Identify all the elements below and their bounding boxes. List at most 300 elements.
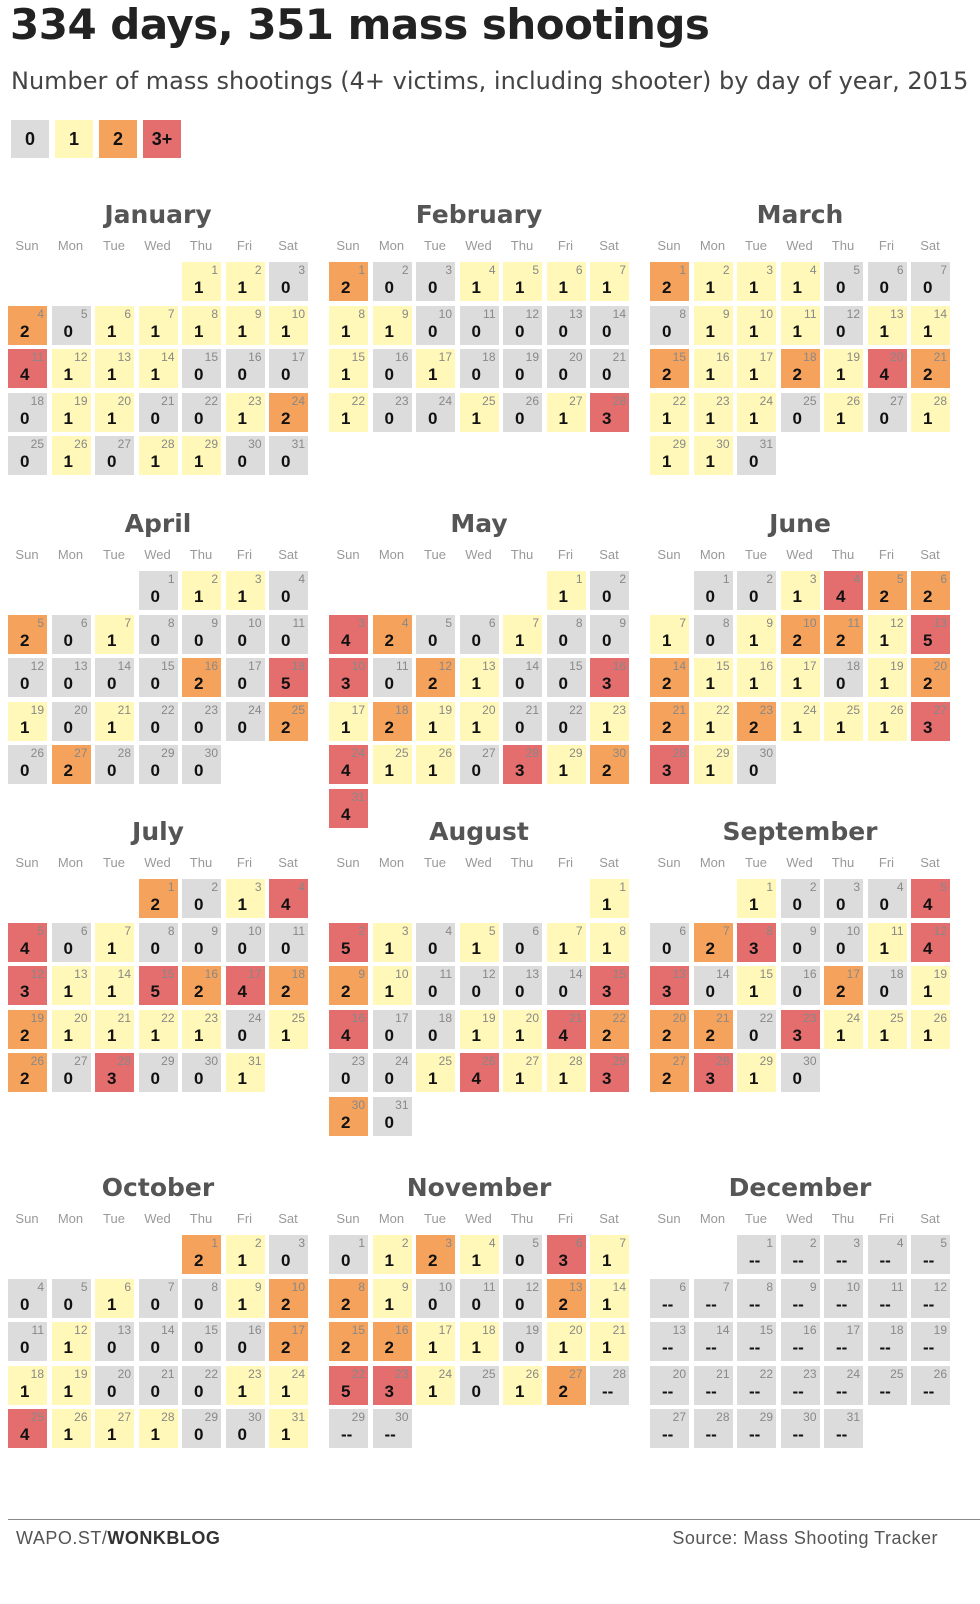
shooting-count: 0 xyxy=(471,761,481,780)
weekday-label: Fri xyxy=(236,547,253,562)
day-number: 29 xyxy=(672,437,686,451)
shooting-count: 1 xyxy=(341,408,351,428)
day-cell xyxy=(139,1366,178,1405)
day-cell xyxy=(694,966,733,1005)
legend xyxy=(11,120,181,158)
day-number: 20 xyxy=(525,1010,539,1025)
day-number: 30 xyxy=(204,746,218,760)
shooting-count: 1 xyxy=(705,674,715,693)
shooting-count: 0 xyxy=(384,365,394,384)
day-cell xyxy=(329,306,368,345)
shooting-count: 4 xyxy=(471,1069,481,1088)
day-number: 16 xyxy=(248,350,262,364)
shooting-count: -- xyxy=(792,1338,804,1357)
shooting-count: 0 xyxy=(471,630,481,650)
weekday-label: Fri xyxy=(878,1211,895,1226)
day-cell xyxy=(460,658,499,697)
day-cell xyxy=(226,1010,265,1049)
day-number: 8 xyxy=(619,923,626,938)
shooting-count: 0 xyxy=(237,717,247,737)
shooting-count: 0 xyxy=(471,1294,481,1314)
shooting-count: 1 xyxy=(63,1425,73,1444)
day-cell xyxy=(460,1279,499,1318)
footer-divider xyxy=(8,1519,980,1520)
shooting-count: -- xyxy=(792,1251,804,1270)
day-cell xyxy=(329,262,368,301)
shooting-count: 0 xyxy=(515,982,525,1001)
shooting-count: 0 xyxy=(194,1069,204,1088)
shooting-count: 0 xyxy=(558,674,568,693)
day-number: 15 xyxy=(204,1323,218,1337)
shooting-count: -- xyxy=(662,1425,674,1444)
shooting-count: 2 xyxy=(662,717,672,737)
day-cell xyxy=(139,923,178,962)
day-cell xyxy=(547,615,586,654)
day-number: 13 xyxy=(890,306,904,321)
shooting-count: -- xyxy=(792,1294,804,1314)
weekday-label: Thu xyxy=(189,1211,213,1226)
shooting-count: 1 xyxy=(602,1338,612,1357)
shooting-count: 0 xyxy=(602,587,612,606)
day-cell xyxy=(824,702,863,741)
source-note: Source: Mass Shooting Tracker xyxy=(672,1528,938,1548)
day-cell xyxy=(547,1279,586,1318)
shooting-count: 2 xyxy=(662,1025,672,1045)
shooting-count: 1 xyxy=(63,452,73,471)
day-cell xyxy=(590,966,629,1005)
day-number: 8 xyxy=(766,923,773,938)
shooting-count: 1 xyxy=(150,1425,160,1444)
day-number: 25 xyxy=(803,393,817,408)
day-number: 23 xyxy=(612,702,626,717)
weekday-label: Fri xyxy=(236,238,253,253)
weekday-label: Sat xyxy=(599,547,619,562)
day-cell xyxy=(694,615,733,654)
shooting-count: 0 xyxy=(150,630,160,650)
shooting-count: 1 xyxy=(428,717,438,737)
day-cell xyxy=(737,1366,776,1405)
day-number: 23 xyxy=(759,702,773,717)
day-number: 30 xyxy=(803,1410,817,1424)
day-cell xyxy=(590,879,629,918)
day-number: 3 xyxy=(853,1236,860,1250)
shooting-count: 4 xyxy=(281,895,291,914)
day-cell xyxy=(373,262,412,301)
weekday-label: Wed xyxy=(144,238,171,253)
day-cell xyxy=(182,262,221,301)
day-number: 13 xyxy=(672,1323,686,1337)
day-number: 27 xyxy=(672,1410,686,1424)
day-cell xyxy=(824,571,863,610)
shooting-count: 1 xyxy=(705,761,715,780)
day-cell xyxy=(460,349,499,388)
day-cell xyxy=(650,1010,689,1049)
shooting-count: 0 xyxy=(20,1294,30,1314)
day-cell xyxy=(226,1366,265,1405)
day-cell xyxy=(460,615,499,654)
day-number: 12 xyxy=(846,306,860,321)
shooting-count: 1 xyxy=(107,321,117,341)
month-name: December xyxy=(728,1173,872,1202)
day-cell xyxy=(503,262,542,301)
day-cell xyxy=(737,349,776,388)
shooting-count: 0 xyxy=(384,1112,394,1132)
day-cell xyxy=(547,1322,586,1361)
day-cell xyxy=(416,745,455,784)
day-number: 28 xyxy=(933,393,947,408)
shooting-count: 1 xyxy=(558,1069,568,1088)
weekday-label: Mon xyxy=(57,855,84,870)
shooting-count: 5 xyxy=(281,674,291,693)
day-number: 1 xyxy=(358,1236,365,1250)
day-cell xyxy=(139,1322,178,1361)
day-number: 7 xyxy=(722,923,730,938)
day-number: 15 xyxy=(672,350,686,364)
weekday-label: Sun xyxy=(15,547,39,562)
day-cell xyxy=(416,349,455,388)
weekday-label: Wed xyxy=(465,1211,492,1226)
day-cell xyxy=(737,571,776,610)
day-cell xyxy=(226,923,265,962)
day-number: 3 xyxy=(254,880,262,894)
day-cell xyxy=(329,745,368,784)
day-number: 23 xyxy=(248,393,262,408)
shooting-count: 2 xyxy=(662,674,672,693)
month-name: May xyxy=(450,509,508,538)
day-cell xyxy=(226,879,265,918)
day-number: 21 xyxy=(161,1366,175,1381)
shooting-count: 1 xyxy=(662,408,672,428)
day-number: 29 xyxy=(759,1054,773,1068)
day-number: 11 xyxy=(483,1279,496,1294)
day-number: 7 xyxy=(940,263,947,277)
day-cell xyxy=(868,306,907,345)
shooting-count: 0 xyxy=(471,1381,481,1401)
day-cell xyxy=(139,658,178,697)
day-number: 25 xyxy=(482,1366,496,1381)
day-cell xyxy=(95,436,134,475)
weekday-label: Sun xyxy=(15,855,39,870)
day-number: 18 xyxy=(438,1010,452,1025)
day-number: 16 xyxy=(204,659,218,673)
weekday-label: Sun xyxy=(657,855,681,870)
day-number: 16 xyxy=(803,1323,817,1337)
day-cell xyxy=(182,923,221,962)
day-cell xyxy=(911,966,950,1005)
shooting-count: 1 xyxy=(558,587,568,606)
day-number: 23 xyxy=(248,1366,262,1381)
day-cell xyxy=(269,1322,308,1361)
shooting-count: 1 xyxy=(558,938,568,958)
shooting-count: 1 xyxy=(237,278,247,297)
day-number: 12 xyxy=(438,659,452,673)
shooting-count: 0 xyxy=(662,321,672,341)
day-number: 24 xyxy=(248,702,262,717)
day-number: 25 xyxy=(395,746,409,760)
day-cell xyxy=(139,571,178,610)
legend-swatch-2: 2 xyxy=(99,120,137,158)
shooting-count: 0 xyxy=(602,630,612,650)
day-cell xyxy=(781,1409,820,1448)
weekday-label: Sun xyxy=(15,238,39,253)
weekday-label: Sat xyxy=(920,855,940,870)
day-cell xyxy=(182,745,221,784)
day-number: 28 xyxy=(612,1366,626,1381)
month-name: August xyxy=(429,817,529,846)
shooting-count: 0 xyxy=(792,408,802,428)
day-cell xyxy=(547,923,586,962)
day-cell xyxy=(868,1235,907,1274)
day-number: 3 xyxy=(298,263,305,277)
shooting-count: 0 xyxy=(150,1381,160,1401)
shooting-count: 1 xyxy=(515,630,525,650)
day-cell xyxy=(95,1366,134,1405)
shooting-count: 1 xyxy=(194,1025,204,1045)
day-cell xyxy=(329,1053,368,1092)
day-number: 3 xyxy=(298,1236,305,1250)
shooting-count: 1 xyxy=(923,408,933,428)
month-name: June xyxy=(769,509,831,538)
day-number: 15 xyxy=(161,659,175,673)
shooting-count: 2 xyxy=(558,1294,568,1314)
shooting-count: 0 xyxy=(428,1294,438,1314)
day-number: 10 xyxy=(759,306,773,321)
day-number: 15 xyxy=(759,967,773,981)
weekday-label: Thu xyxy=(189,238,213,253)
day-cell xyxy=(781,571,820,610)
shooting-count: 1 xyxy=(836,717,846,737)
shooting-count: 0 xyxy=(879,982,889,1001)
day-cell xyxy=(694,436,733,475)
day-number: 17 xyxy=(759,350,773,364)
day-number: 26 xyxy=(438,746,452,760)
day-number: 5 xyxy=(80,1279,88,1294)
day-cell xyxy=(460,1010,499,1049)
month-name: April xyxy=(124,509,192,538)
day-cell xyxy=(416,1322,455,1361)
day-number: 4 xyxy=(401,615,409,630)
day-cell xyxy=(269,879,308,918)
shooting-count: 1 xyxy=(662,630,672,650)
shooting-count: 1 xyxy=(471,1251,481,1270)
shooting-count: 0 xyxy=(662,938,672,958)
weekday-label: Wed xyxy=(144,1211,171,1226)
shooting-count: 1 xyxy=(150,1025,160,1045)
day-number: 28 xyxy=(716,1054,730,1068)
day-cell xyxy=(373,702,412,741)
shooting-count: 2 xyxy=(879,587,889,606)
shooting-count: 0 xyxy=(471,321,481,341)
day-cell xyxy=(737,923,776,962)
shooting-count: 2 xyxy=(20,321,30,341)
shooting-count: 0 xyxy=(515,1251,525,1270)
day-cell xyxy=(737,1053,776,1092)
weekday-label: Wed xyxy=(144,547,171,562)
day-cell xyxy=(650,745,689,784)
day-cell xyxy=(329,1322,368,1361)
day-number: 18 xyxy=(803,350,817,364)
shooting-count: 0 xyxy=(602,365,612,384)
day-number: 3 xyxy=(401,923,409,938)
shooting-count: 1 xyxy=(749,1069,759,1088)
day-cell xyxy=(737,306,776,345)
shooting-count: -- xyxy=(705,1338,717,1357)
shooting-count: 0 xyxy=(107,674,117,693)
weekday-label: Sat xyxy=(920,1211,940,1226)
weekday-label: Mon xyxy=(378,547,405,562)
day-number: 4 xyxy=(445,923,452,938)
weekday-label: Wed xyxy=(465,238,492,253)
day-cell xyxy=(226,658,265,697)
day-cell xyxy=(52,923,91,962)
shooting-count: 2 xyxy=(341,1294,351,1314)
day-number: 22 xyxy=(161,702,175,717)
shooting-count: -- xyxy=(923,1338,935,1357)
weekday-label: Sat xyxy=(920,547,940,562)
shooting-count: 1 xyxy=(194,452,204,471)
day-number: 27 xyxy=(569,1366,583,1381)
day-cell xyxy=(694,393,733,432)
day-number: 4 xyxy=(488,1236,496,1250)
day-number: 7 xyxy=(532,615,539,630)
day-number: 6 xyxy=(532,923,539,938)
day-cell xyxy=(226,349,265,388)
weekday-label: Thu xyxy=(510,1211,534,1226)
day-number: 14 xyxy=(569,967,583,981)
day-cell xyxy=(590,923,629,962)
day-number: 14 xyxy=(612,306,626,321)
day-number: 29 xyxy=(759,1410,773,1424)
day-number: 14 xyxy=(716,967,730,981)
day-cell xyxy=(590,1279,629,1318)
day-number: 28 xyxy=(672,746,686,760)
day-number: 23 xyxy=(395,1366,409,1381)
day-cell xyxy=(911,1366,950,1405)
shooting-count: 1 xyxy=(558,1338,568,1357)
shooting-count: 0 xyxy=(237,1025,247,1045)
day-number: 24 xyxy=(248,1010,262,1025)
day-number: 20 xyxy=(117,1366,131,1381)
shooting-count: 0 xyxy=(602,321,612,341)
shooting-count: 0 xyxy=(792,895,802,914)
day-number: 1 xyxy=(575,572,583,586)
day-number: 12 xyxy=(482,967,496,981)
shooting-count: 0 xyxy=(107,1381,117,1401)
shooting-count: -- xyxy=(662,1338,674,1357)
day-cell xyxy=(650,393,689,432)
day-number: 11 xyxy=(847,615,860,630)
day-number: 7 xyxy=(679,615,686,630)
day-number: 5 xyxy=(532,1236,539,1250)
day-cell xyxy=(460,966,499,1005)
shooting-count: 2 xyxy=(150,895,160,914)
shooting-count: 0 xyxy=(194,938,204,958)
day-number: 22 xyxy=(569,702,583,717)
day-cell xyxy=(547,1010,586,1049)
day-cell xyxy=(95,923,134,962)
shooting-count: 2 xyxy=(341,1112,351,1132)
shooting-count: 1 xyxy=(237,1251,247,1270)
day-number: 17 xyxy=(846,1323,860,1337)
day-number: 25 xyxy=(30,1410,44,1424)
day-cell xyxy=(226,262,265,301)
day-number: 10 xyxy=(438,1279,452,1294)
day-cell xyxy=(416,1010,455,1049)
day-number: 14 xyxy=(612,1279,626,1294)
day-cell xyxy=(269,571,308,610)
day-cell xyxy=(547,571,586,610)
day-number: 8 xyxy=(358,306,365,321)
shooting-count: 4 xyxy=(20,938,30,958)
day-cell xyxy=(8,1053,47,1092)
shooting-count: 0 xyxy=(471,365,481,384)
day-number: 2 xyxy=(401,263,409,277)
day-number: 19 xyxy=(525,350,539,364)
day-number: 3 xyxy=(766,263,773,277)
shooting-count: 1 xyxy=(515,1069,525,1088)
shooting-count: 3 xyxy=(107,1069,117,1088)
shooting-count: 2 xyxy=(749,717,759,737)
shooting-count: 2 xyxy=(281,1338,291,1357)
shooting-count: 2 xyxy=(662,365,672,384)
day-number: 29 xyxy=(161,1054,175,1068)
day-number: 14 xyxy=(117,659,131,673)
day-number: 29 xyxy=(204,1410,218,1424)
day-number: 31 xyxy=(351,789,365,804)
shooting-count: 1 xyxy=(194,587,204,606)
weekday-label: Sun xyxy=(336,547,360,562)
shooting-count: 0 xyxy=(792,982,802,1001)
shooting-count: 0 xyxy=(749,452,759,471)
day-cell xyxy=(503,1053,542,1092)
day-number: 22 xyxy=(351,393,365,408)
shooting-count: 1 xyxy=(471,674,481,693)
shooting-count: 0 xyxy=(384,278,394,297)
day-number: 7 xyxy=(167,306,175,321)
shooting-count: 0 xyxy=(281,365,291,384)
day-cell xyxy=(139,306,178,345)
day-cell xyxy=(8,436,47,475)
day-cell xyxy=(737,1322,776,1361)
day-number: 6 xyxy=(940,572,947,586)
day-number: 22 xyxy=(612,1010,626,1025)
day-number: 7 xyxy=(124,615,131,630)
day-number: 5 xyxy=(896,572,904,586)
shooting-count: 0 xyxy=(836,938,846,958)
day-number: 7 xyxy=(722,1279,730,1294)
shooting-count: 1 xyxy=(107,717,117,737)
day-cell xyxy=(269,966,308,1005)
shooting-count: 0 xyxy=(20,761,30,780)
weekday-label: Thu xyxy=(189,855,213,870)
day-cell xyxy=(52,1322,91,1361)
shooting-count: 1 xyxy=(384,1294,394,1314)
day-number: 11 xyxy=(804,306,817,321)
day-number: 4 xyxy=(896,880,904,894)
day-cell xyxy=(824,262,863,301)
shooting-count: 3 xyxy=(923,717,933,737)
shooting-count: 1 xyxy=(237,895,247,914)
shooting-count: 0 xyxy=(150,408,160,428)
day-cell xyxy=(182,1010,221,1049)
day-number: 18 xyxy=(291,967,305,981)
day-number: 2 xyxy=(254,263,262,277)
day-number: 24 xyxy=(438,1366,452,1381)
day-number: 10 xyxy=(846,1279,860,1294)
day-cell xyxy=(590,306,629,345)
day-cell xyxy=(694,1053,733,1092)
day-number: 16 xyxy=(351,1010,365,1025)
